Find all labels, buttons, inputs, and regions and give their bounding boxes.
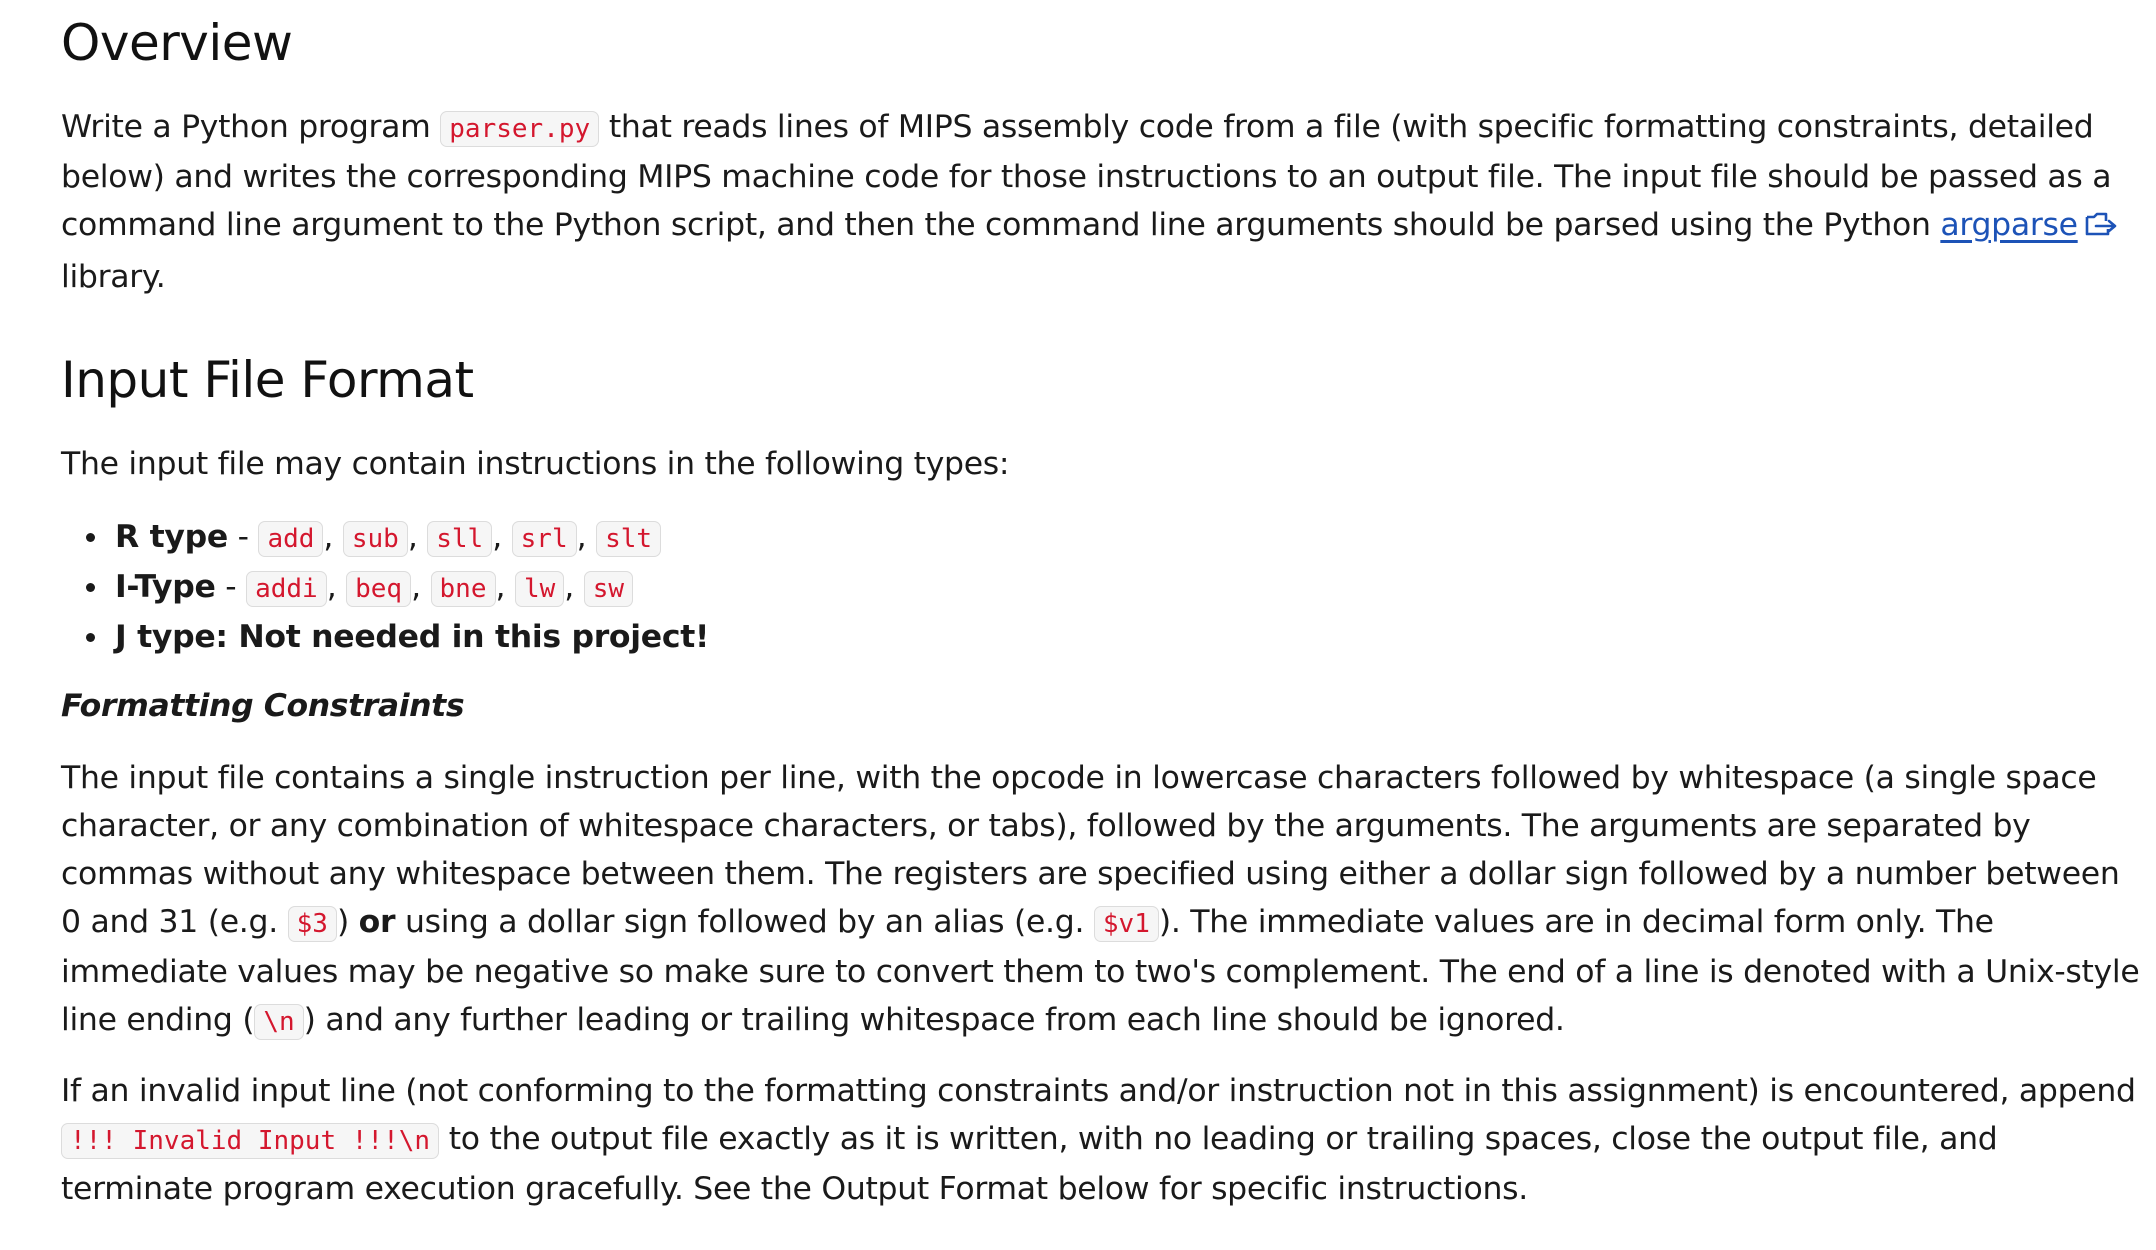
newline-code: \n xyxy=(254,1004,303,1040)
constraints-text-3: using a dollar sign followed by an alias (e.g. xyxy=(395,904,1094,940)
input-format-heading: Input File Format xyxy=(61,351,474,409)
overview-text-3: library. xyxy=(61,259,166,295)
opcode-beq: beq xyxy=(346,571,411,607)
external-link-icon[interactable] xyxy=(2084,205,2118,253)
input-format-intro: The input file may contain instructions in the following types: xyxy=(61,446,1010,482)
formatting-constraints-paragraph xyxy=(61,754,2141,1046)
instruction-type-list xyxy=(61,513,1311,661)
invalid-input-paragraph xyxy=(61,1067,2141,1213)
constraints-text-1: The input file contains a single instruction per line, with the opcode in lowercase characters followed by whitespace (a single space character, or any combination of whitespace characters, or tabs), followed by the arguments. The arguments are separated by commas without any whitespace between them. The registers are specified using either a dollar sign followed by a number between 0 and 31 (e.g. xyxy=(61,760,2120,940)
overview-text-1: Write a Python program xyxy=(61,109,441,145)
overview-text-2: that reads lines of MIPS assembly code from a file (with specific formatting constraints, detailed below) and writes the corresponding MIPS machine code for those instructions to an output file. The input file should be passed as a command line argument to the Python script, and then the command line arguments should be parsed using the Python xyxy=(61,109,2112,243)
list-item-r-type: • R type - add , sub , sll , srl , slt xyxy=(111,513,1311,563)
constraints-text-4: ). The immediate values are in decimal form only. The immediate values may be negative so make sure to convert them to two's complement. The end of a line is denoted with a Unix-style line ending ( xyxy=(61,904,2140,1038)
opcode-sll: sll xyxy=(427,521,492,557)
i-type-separator: - xyxy=(215,569,247,605)
opcode-sub: sub xyxy=(343,521,408,557)
opcode-add: add xyxy=(258,521,323,557)
constraints-or: or xyxy=(358,904,396,940)
r-type-label: R type xyxy=(115,519,228,555)
argparse-link[interactable]: argparse xyxy=(1940,207,2078,243)
parser-filename-code: parser.py xyxy=(440,111,599,147)
invalid-text-1: If an invalid input line (not conforming to the formatting constraints and/or instruction not in this assignment) is encountered, append xyxy=(61,1073,2136,1109)
opcode-bne: bne xyxy=(431,571,496,607)
invalid-text-2: to the output file exactly as it is written, with no leading or trailing spaces, close the output file, and terminate program execution gracefully. See the Output Format below for specific instructions. xyxy=(61,1121,1998,1207)
opcode-sw: sw xyxy=(584,571,633,607)
opcode-srl: srl xyxy=(512,521,577,557)
register-example-alias: $v1 xyxy=(1094,906,1159,942)
overview-heading: Overview xyxy=(61,14,293,72)
i-type-label: I-Type xyxy=(115,569,216,605)
formatting-constraints-heading: Formatting Constraints xyxy=(61,688,465,724)
overview-paragraph xyxy=(61,103,2141,301)
constraints-text-2: ) xyxy=(336,904,359,940)
constraints-text-5: ) and any further leading or trailing whitespace from each line should be ignored. xyxy=(303,1002,1565,1038)
list-item-i-type: • I-Type - addi , beq , bne , lw , sw xyxy=(111,563,1311,613)
opcode-lw: lw xyxy=(515,571,564,607)
register-example-number: $3 xyxy=(288,906,337,942)
opcode-addi: addi xyxy=(246,571,327,607)
j-type-label: J type: Not needed in this project! xyxy=(115,619,710,655)
list-item-j-type xyxy=(111,613,1311,661)
opcode-slt: slt xyxy=(596,521,661,557)
invalid-input-code: !!! Invalid Input !!!\n xyxy=(61,1123,439,1159)
r-type-separator: - xyxy=(227,519,259,555)
